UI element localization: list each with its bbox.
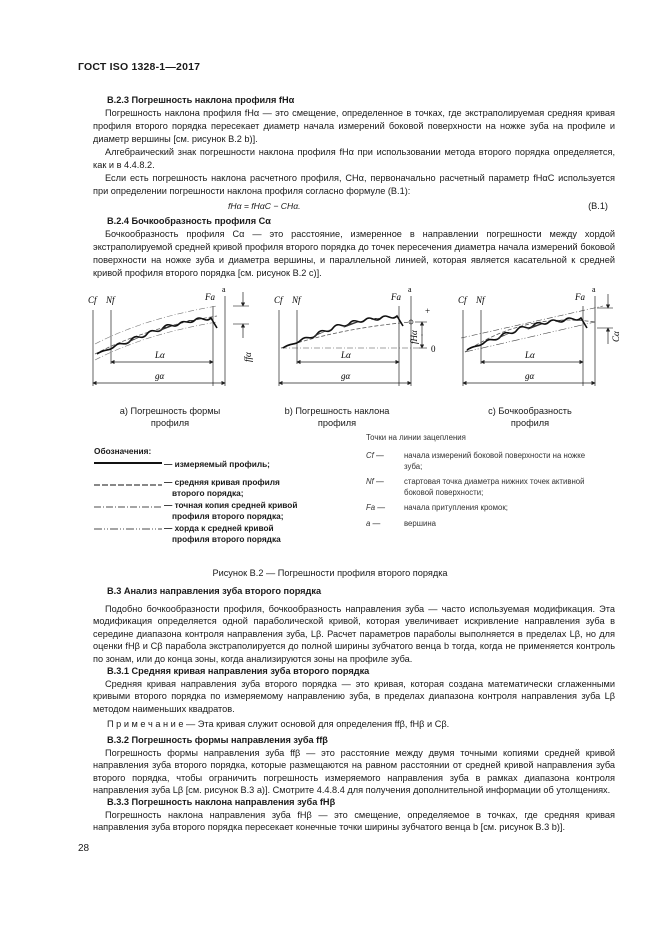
diagram-c-nf-label: Nf — [476, 295, 485, 305]
diagram-b-fa-label: Fa — [391, 292, 401, 302]
diagram-b-ga-label: gα — [341, 371, 351, 381]
section-b33-title: B.3.3 Погрешность наклона направления зуба fHβ — [107, 797, 336, 807]
figure-b2-diagrams — [85, 282, 625, 400]
legend-line-samples — [94, 458, 164, 538]
point-2-line1: стартовая точка диаметра нижних точек активной — [404, 477, 585, 486]
legend-item-4-line1: — хорда к средней кривой — [164, 523, 274, 533]
point-1-line1: начала измерений боковой поверхности на ножке — [404, 451, 586, 460]
section-b3-title: B.3 Анализ направления зуба второго порядка — [107, 586, 322, 596]
diagram-c-fa-label: Fa — [575, 292, 585, 302]
section-b24-paragraph-1: Бочкообразность профиля Cα — это расстояние, измеренное в направлении погрешности между хордой экстраполируемой средней кривой профиля второго порядка до точек пересечения диаметра начала измерений боковой поверхности на ножке зуба и диаметра вершины, и параллельной линией, которая является касательной к средней кривой профиля второго порядка [см. рисунок B.2 c)]. — [93, 229, 615, 278]
caption-c — [455, 405, 605, 429]
diagram-b-measured-profile — [283, 316, 403, 348]
diagram-a-la-label: Lα — [155, 350, 165, 360]
diagram-a-form-deviation — [88, 285, 253, 386]
section-b32-paragraph-1: Погрешность формы направления зуба ffβ — это расстояние между двумя точными копиями средней кривой направления зуба второго порядка, которые размещаются на равном расстоянии от средней кривой направления зуба второго порядка, чтобы ограничить погрешность измеряемого направления зуба в рамках диапазона контроля направления зуба Lβ [см. рисунок B.3 a)]. Смотрите 4.4.8.4 для получения дополнительной информации об утолщениях. — [93, 748, 615, 796]
section-b23-paragraph-2: Алгебраический знак погрешности наклона профиля fHα при использовании метода второго порядка определяется, как и в 4.4.8.2. — [93, 147, 615, 170]
diagram-c-la-label: Lα — [525, 350, 535, 360]
caption-a-line1: a) Погрешность формы — [119, 406, 221, 416]
document-header: ГОСТ ISO 1328-1—2017 — [78, 61, 201, 73]
diagram-c-chord — [465, 322, 595, 352]
caption-c-line2: профиля — [510, 418, 550, 428]
legend-item-4 — [164, 523, 281, 544]
formula-b1: fHα = fHαC − CHα. — [228, 201, 301, 211]
diagram-c-tangent — [461, 306, 603, 338]
section-b33-paragraph-1: Погрешность наклона направления зуба fHβ — это смещение, определяемое в точках, где средняя кривая направления зуба второго порядка пересекает конечные точки ширины зубчатого венца b [см. рисунок B.3 b)]. — [93, 810, 615, 833]
diagram-c-cf-label: Cf — [458, 295, 467, 305]
points-title: Точки на линии зацепления — [366, 433, 466, 442]
diagram-a-measured-profile — [97, 318, 217, 354]
diagram-a-nf-label: Nf — [106, 295, 115, 305]
section-b32-title: B.3.2 Погрешность формы направления зуба ffβ — [107, 735, 328, 745]
point-1-text — [404, 451, 624, 472]
diagram-b-hatch — [311, 318, 381, 338]
diagram-a-upper-copy — [95, 306, 217, 344]
diagram-c-ga-label: gα — [525, 371, 535, 381]
diagram-a-cf-label: Cf — [88, 295, 97, 305]
caption-c-line1: c) Бочкообразность — [488, 406, 572, 416]
point-2-symbol: Nf — — [366, 477, 384, 486]
point-4-symbol: a — — [366, 519, 381, 528]
legend-item-4-line2: профиля второго порядка — [172, 533, 281, 544]
diagram-b-plus-sign: + — [425, 306, 431, 316]
section-b3-paragraph-1: Подобно бочкообразности профиля, бочкообразность направления зуба — часто используемая модификация. Эта модификация определяется одной параболической кривой, которая увеличивает искривление направления зуба в середине диапазона контроля направления зуба, Lβ. Расчет параметров параболы выполняется в пределах Lβ, но для оценки fHβ и Cβ парабола экстраполируется до полной ширины зубчатого венца b тогда, когда не применяется контроль по зонам, или до конца зоны, когда анализируются зоны на профиле зуба. — [93, 604, 615, 664]
formula-number: (B.1) — [588, 201, 608, 211]
section-b31-note: П р и м е ч а н и е — Эта кривая служит основой для определения ffβ, fHβ и Cβ. — [107, 719, 450, 729]
point-3-line1: начала притупления кромок; — [404, 503, 508, 512]
legend-item-1-line1: — измеряемый профиль; — [164, 459, 270, 469]
legend-item-2 — [164, 477, 280, 498]
point-4-text — [404, 519, 624, 530]
section-b23-title: B.2.3 Погрешность наклона профиля fHα — [107, 95, 295, 105]
diagram-c-a-label: a — [592, 285, 596, 294]
diagram-b-nf-label: Nf — [292, 295, 301, 305]
point-2-text — [404, 477, 624, 498]
point-3-text — [404, 503, 624, 514]
diagram-c-measured-profile — [467, 318, 587, 350]
section-b24-title: B.2.4 Бочкообразность профиля Cα — [107, 216, 271, 226]
caption-a — [95, 405, 245, 429]
diagram-b-param-label: fHα — [409, 330, 419, 344]
point-1-symbol: Cf — — [366, 451, 384, 460]
legend-title: Обозначения: — [94, 446, 152, 456]
section-b31-title: B.3.1 Средняя кривая направления зуба второго порядка — [107, 666, 370, 676]
diagram-b-la-label: Lα — [341, 350, 351, 360]
diagram-a-param-label: ffα — [243, 352, 253, 362]
diagram-b-cf-label: Cf — [274, 295, 283, 305]
page-number: 28 — [78, 843, 90, 854]
point-4-line1: вершина — [404, 519, 436, 528]
legend-item-2-line2: второго порядка; — [172, 487, 244, 498]
caption-b-line1: b) Погрешность наклона — [284, 406, 390, 416]
point-3-symbol: Fa — — [366, 503, 386, 512]
diagram-b-zero-sign: 0 — [431, 344, 436, 354]
legend-item-2-line1: — средняя кривая профиля — [164, 477, 280, 487]
section-b23-paragraph-1: Погрешность наклона профиля fHα — это смещение, определенное в точках, где экстраполируемая средняя кривая профиля второго порядка пересекает диаметр начала измерений боковой поверхности на ножке зуба на профиле и диаметр вершины [см. рисунок B.2 b)]. — [93, 108, 615, 144]
caption-a-line2: профиля — [150, 418, 190, 428]
diagram-c-crowning — [458, 285, 621, 386]
figure-caption: Рисунок B.2 — Погрешности профиля второго порядка — [212, 568, 448, 578]
legend-item-3 — [164, 500, 297, 521]
legend-item-3-line2: профиля второго порядка; — [172, 510, 284, 521]
point-1-line2: зуба; — [404, 461, 423, 471]
legend-item-1 — [164, 459, 270, 470]
diagram-a-a-label: a — [222, 285, 226, 294]
diagram-c-param-label: Cα — [611, 331, 621, 342]
diagram-a-fa-label: Fa — [205, 292, 215, 302]
caption-b-line2: профиля — [317, 418, 357, 428]
diagram-b-slope-deviation — [274, 285, 436, 386]
diagram-a-ga-label: gα — [155, 371, 165, 381]
legend-item-3-line1: — точная копия средней кривой — [164, 500, 298, 510]
diagram-a-hatch — [125, 320, 195, 344]
point-2-line2: боковой поверхности; — [404, 487, 484, 497]
section-b31-paragraph-1: Средняя кривая направления зуба второго порядка — это кривая, которая создана математически сглаженными кривыми второго порядка по измеряемому направлению зуба, в пределах диапазона контроля направления зуба Lβ методом наименьших квадратов. — [93, 679, 615, 714]
diagram-b-a-label: a — [408, 285, 412, 294]
section-b23-paragraph-3: Если есть погрешность наклона расчетного профиля, CHα, первоначально расчетный параметр fHαC используется при определении погрешности наклона профиля согласно формуле (B.1): — [93, 173, 615, 196]
caption-b — [262, 405, 412, 429]
